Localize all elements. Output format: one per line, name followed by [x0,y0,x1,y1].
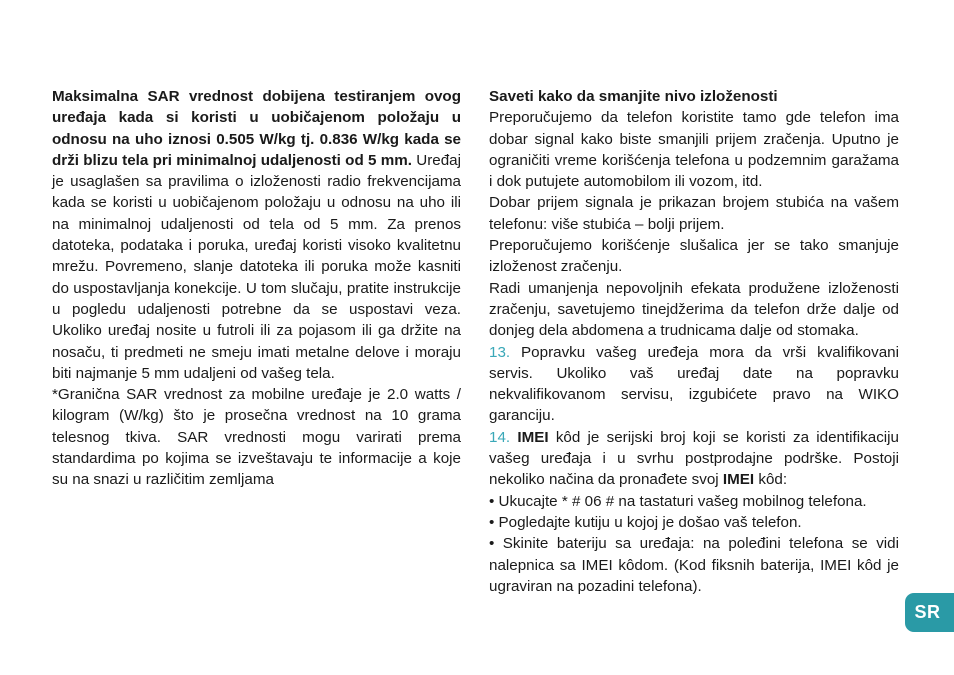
sar-intro-text: Uređaj je usaglašen sa pravilima o izloženosti radio frekvencijama kada se koristi u uobičajenom položaju u odnosu na uho ili na minimalnoj udaljenosti od tela od 5 mm. Za prenos datoteka, podataka i poruka, uređaj koristi visoko kvalitetnu mrežu. Povremeno, slanje datoteka ili poruka može kasniti do uspostavljanja konekcije. U tom slučaju, pratite instrukcije u pogledu udaljenosti potrebne da se uspostavi veza. Ukoliko uređaj nosite u futroli ili za pojasom ili ga držite na nosaču, ti predmeti ne smeju imati metalne delove i moraju biti najmanje 5 mm udaljeni od vašeg tela. [52,151,461,382]
item-14 [489,427,899,491]
right-column [489,86,899,597]
list-item: • Ukucajte * # 06 # na tastaturi vašeg mobilnog telefona. [489,492,867,510]
tip-paragraph: Preporučujemo da telefon koristite tamo gde telefon ima dobar signal kako biste smanjili prijem zračenja. Uputno je ograničiti vreme korišćenja telefona u podzemnim garažama i dok putujete automobilom ili vozom, itd. [489,109,899,191]
exposure-tips-heading: Saveti kako da smanjite nivo izloženosti [489,88,778,105]
item-14-text: kôd je serijski broj koji se koristi za identifikaciju vašeg uređaja i u svrhu postprodajne podrške. Postoji nekoliko načina da pronađete svoj [489,428,899,489]
language-tab [905,593,954,632]
list-item: • Pogledajte kutiju u kojoj je došao vaš telefon. [489,513,802,531]
sar-footnote: *Granična SAR vrednost za mobilne uređaje je 2.0 watts / kilogram (W/kg) što je prosečna vrednost na 10 grama telesnog tkiva. SAR vrednosti mogu varirati prema standardima po kojima se izveštavaju te informacije a koje su na snazi u različitim zemljama [52,386,461,489]
list-item: • Skinite bateriju sa uređaja: na poleđini telefona se vidi nalepnica sa IMEI kôdom. (Kod fiksnih baterija, IMEI kôd je ugraviran na pozadini telefona). [489,535,899,595]
imei-term: IMEI [722,471,755,489]
left-column [52,86,461,491]
sar-paragraph [52,86,461,384]
tip-paragraph: Radi umanjenja nepovoljnih efekata produžene izloženosti zračenju, savetujemo tinejdžerima da telefon drže dalje od donjeg dela abdomena a trudnicama dalje od stomaka. [489,279,899,340]
item-number: 14. [489,428,511,446]
item-13 [489,342,899,427]
language-tab-label: SR [914,602,941,622]
item-number: 13. [489,343,511,361]
tip-paragraph: Dobar prijem signala je prikazan brojem stubića na vašem telefonu: više stubića – bolji prijem. [489,194,899,233]
item-13-text: Popravku vašeg uređeja mora da vrši kvalifikovani servis. Ukoliko vaš uređaj date na popravku nekvalifikovanom servisu, izgubićete pravo na WIKO garanciju. [489,343,899,425]
item-14-text-end: kôd: [754,471,788,489]
imei-term: IMEI [517,428,549,446]
sar-intro-bold: Maksimalna SAR vrednost dobijena testiranjem ovog uređaja kada si koristi u uobičajenom položaju u odnosu na uho iznosi 0.505 W/kg tj. 0.836 W/kg kada se drži blizu tela pri minimalnoj udaljenosti od 5 mm. [52,88,461,169]
tip-paragraph: Preporučujemo korišćenje slušalica jer se tako smanjuje izloženost zračenju. [489,237,899,276]
